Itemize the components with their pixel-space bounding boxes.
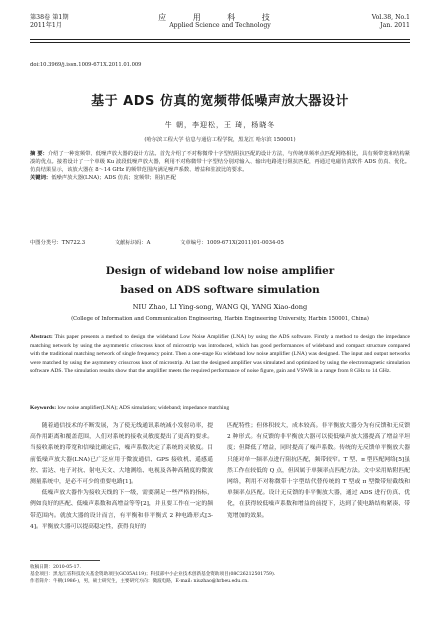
footnotes [30,564,410,586]
body-paragraph: 低噪声放大器作为接收天线的下一级，需要满足一些严格的指标，例如良好的匹配、低噪声系数和高增益等等[2]，并且要工作在一定的频带范围内。就放大器的设计而言，有平衡和非平衡式 2 种电路形式[3-4]。平衡放大器可以提高稳定性，获得良好的 [30,490,213,530]
footnote-rule [30,560,100,561]
authors-cn: 牛 朝，李迎松，王 琦，杨晓冬 [164,121,276,129]
abstract-cn-label: 摘 要： [30,151,48,157]
keywords-cn-text: 低噪声放大器(LNA)；ADS 仿真；宽频带；阻抗匹配 [51,175,177,181]
title-en [30,262,410,300]
body-paragraph: 随着通信技术的不断发展，为了使无线通讯系统减小发射功率，提高作用距离和覆盖范围，人们对系统的接收灵敏度提出了更高的要求。当接收系统的带宽和信噪比确定后，噪声系数决定了系统的灵敏度。目前低噪声放大器(LNA)已广泛应用于微波通信、GPS 接收机、遥感遥控、雷达、电子对抗、射电天文、大地测绘、电视及各种高精度的微波测量系统中，是必不可少的重要电路[1]。 [30,423,213,486]
abstract-en-text: This paper presents a method to design the wideband Low Noise Amplifier (LNA) by using the ADS software. Firstly a method to design the impedance matching network by using the asymmetric crisscross knot of microstrip was introduced, which has good performances of wideband and compact structure compared with the traditional matching network of single frequency point. Then a one-stage Ku wideband low noise amplifier (LNA) was designed. The input and output networks were matched by using the asymmetry crisscross knot of microstrip. At last the designed amplifier was simulated and optimized by using the electromagnetic simulation software ADS. The simulation results show that the amplifier meets the required performance of noise figure, gain and VSWR in a range from 8 GHz to 14 GHz. [30,334,410,375]
volume-issue-en: Vol.38, No.1 [371,14,410,21]
body-column-right [227,421,410,522]
abstract-cn-text: 介绍了一种宽频带、低噪声放大器的设计方法。首先介绍了不对称微带十字型结阻抗匹配的设计方法，与传统单频率点匹配网络相比，具有频带宽和结构紧凑的优点。接着设计了一个单级 Ku 波段低噪声放大器，利用不对称微带十字型结分别对输入、输出电路进行阻抗匹配，再通过电磁仿真软件 ADS 仿真、优化。仿真结果显示，该放大器在 8～14 GHz 的频带范围内满足噪声系数、增益和驻波比的要求。 [30,151,410,173]
abstract-en [30,333,410,376]
title-en-line1: Design of wideband low noise amplifier [105,265,335,277]
keywords-cn-label: 关键词： [30,175,52,181]
journal-name-en: Applied Science and Technology [169,22,271,29]
title-cn: 基于 ADS 仿真的宽频带低噪声放大器设计 [91,94,349,109]
body-paragraph: 匹配特性；但体积较大，成本较高。非平衡放大器分为有反馈和无反馈 2 种形式。有反馈的非平衡放大器可以使低噪声放大器提高了增益平坦度；但降低了增益，同时提高了噪声系数。传统的无反馈单平衡放大器只能对单一频率点进行阻抗匹配，频带较窄。T 型、π 型匹配网络[5]虽然工作在较低的 Q 点，但因属于单频率点匹配方法。文中采用贴附匹配网络，利用不对称微带十字型结代替传统的 T 型或 π 型微带短截线和单频率点匹配。设计无反馈的非平衡放大器，通过 ADS 进行仿真、优化，在获得较低噪声系数和增益的前提下，达到了使电路结构紧凑、带宽增加的效果。 [227,423,410,519]
footnote-received: 收稿日期：2010-05-17. [30,565,81,570]
affiliation-en: (College of Information and Communication Engineering, Harbin Engineering University, Harbin 150001, China) [71,316,369,322]
volume-issue: 第38卷 第1期 [30,14,69,21]
issue-date-cn: 2011年1月 [30,22,63,29]
body-column-left [30,421,213,533]
article-number: 文章编号：1009-671X(2011)01-0034-05 [180,240,284,246]
header-center [30,14,410,30]
affiliation-cn: (哈尔滨工程大学 信息与通信工程学院，黑龙江 哈尔滨 150001) [144,137,296,143]
footnote-fund: 基金项目：黑龙江省科技攻关基金资助项目(GC05A119)；科技部中小企业技术创新基金资助项目(08C26212501759). [30,572,276,578]
keywords-en [30,405,410,411]
footnote-author: 作者简介：牛朝(1986-)，男，硕士研究生，主要研究方向：微波电路，E-mail: niuzhao@hrbeu.edu.cn. [30,579,249,585]
clc-number: 中图分类号：TN722.3 [30,240,86,246]
issue-date-en: Jan. 2011 [380,22,410,29]
abstract-en-label: Abstract: [30,334,53,340]
classification-line [30,238,410,246]
header-rule [30,39,410,43]
journal-name-cn: 应 用 科 技 [158,13,282,22]
title-en-line2: based on ADS software simulation [120,284,320,296]
abstract-cn [30,150,410,182]
journal-header [30,14,410,48]
authors-en: NIU Zhao, LI Ying-song, WANG Qi, YANG Xiao-dong [132,303,308,311]
doi-line: doi:10.3969/j.issn.1009-671X.2011.01.009 [30,62,142,68]
header-right [372,14,410,30]
keywords-en-label: Keywords: [30,405,57,411]
document-code: 文献标识码：A [114,240,151,246]
keywords-en-text: low noise amplifier(LNA); ADS simulation; wideband; impedance matching [57,405,230,411]
